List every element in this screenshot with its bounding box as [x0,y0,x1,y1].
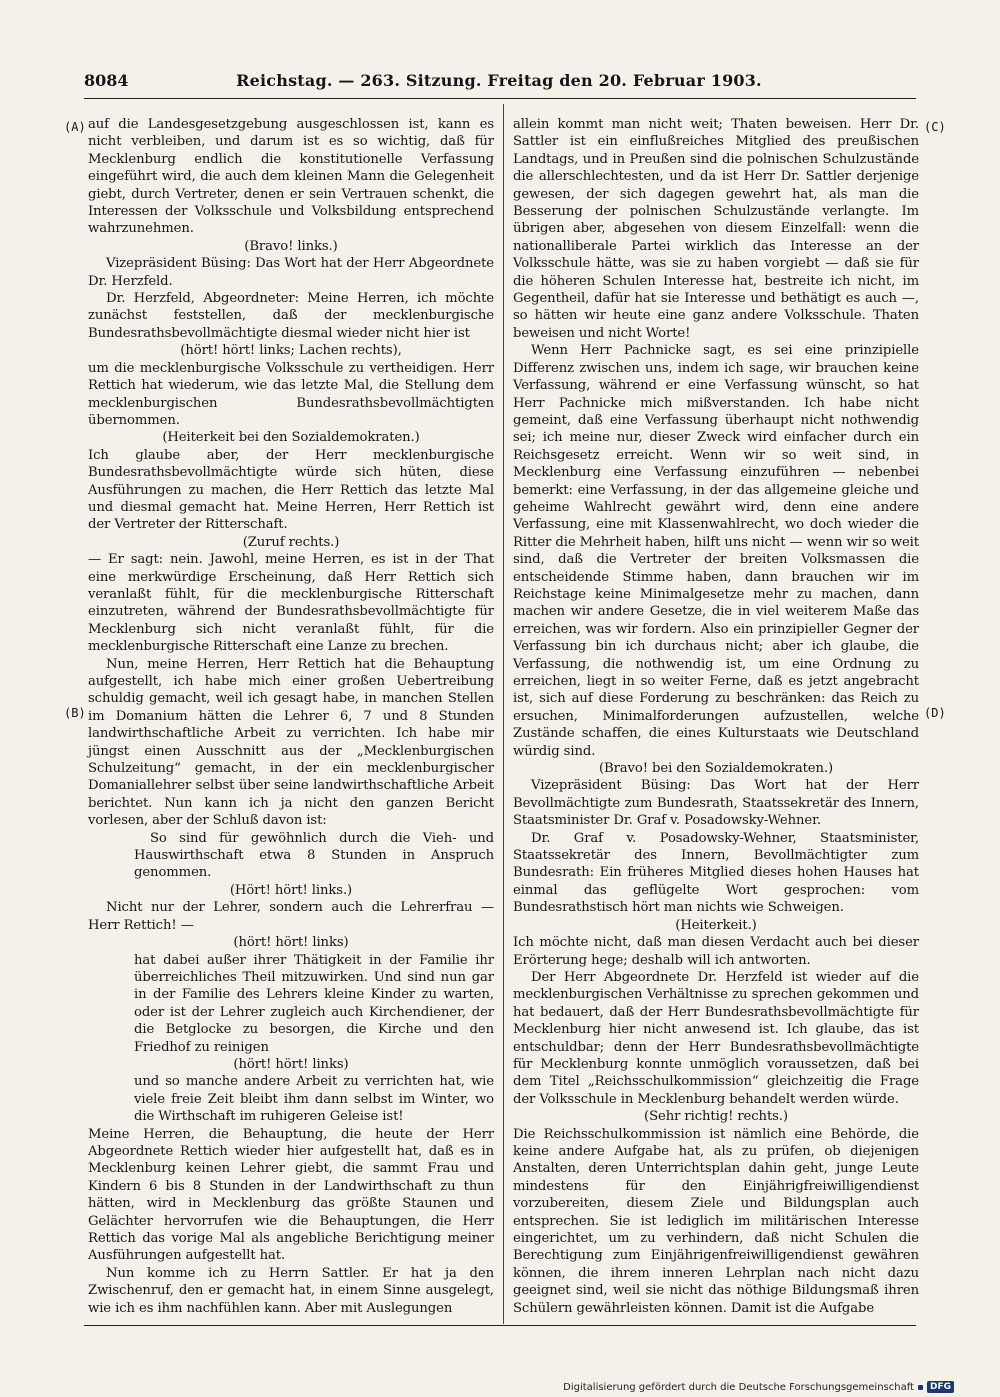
left-column [88,116,494,1317]
paragraph: Der Herr Abgeordnete Dr. Herzfeld ist wieder auf die mecklenburgischen Verhältnisse zu sprechen gekommen und hat bedauert, daß der Herr Bundesrathsbevollmächtigte für Mecklenburg hier nicht anwesend ist. Ich glaube, das ist entschuldbar; denn der Herr Bundesrathsbevollmächtigte für Mecklenburg konnte unmöglich voraussetzen, daß bei dem Titel „Reichsschulkommission“ gleichzeitig die Frage der Volksschule in Mecklenburg behandelt werden würde. [513,969,919,1107]
margin-marker-a: (A) [64,120,86,134]
running-title: Reichstag. — 263. Sitzung. Freitag den 20. Februar 1903. [236,71,762,90]
paragraph: Ich möchte nicht, daß man diesen Verdacht auch bei dieser Erörterung hege; deshalb will ich antworten. [513,935,919,968]
header-rule [84,98,916,99]
interjection: (hört! hört! links; Lachen rechts), [180,343,402,359]
interjection: (Sehr richtig! rechts.) [644,1109,788,1125]
interjection: (Bravo! bei den Sozialdemokraten.) [598,761,834,777]
quotation: und so manche andere Arbeit zu verrichten hat, wie viele freie Zeit bleibt ihm dann selbst im Winter, wo die Wirthschaft im ruhigeren Geleise ist! [134,1074,494,1125]
paragraph: Vizepräsident Büsing: Das Wort hat der Herr Abgeordnete Dr. Herzfeld. [88,256,494,289]
footer-credit: Digitalisierung gefördert durch die Deutsche Forschungsgemeinschaft [563,1381,914,1393]
paragraph: Dr. Graf v. Posadowsky-Wehner, Staatsminister, Staatssekretär des Innern, Bevollmächtigter zum Bundesrath: Ein früheres Mitglied dieses hohen Hauses hat einmal das geflügelte Wort gesprochen: vom Bundesrathstisch hört man nichts wie Schweigen. [513,830,919,916]
paragraph: — Er sagt: nein. Jawohl, meine Herren, es ist in der That eine merkwürdige Erscheinung, daß Herr Rettich sich veranlaßt fühlt, für die mecklenburgische Ritterschaft einzutreten, während der Bundesrathsbevollmächtigte für Mecklenburg sich nicht veranlaßt fühlt, für die mecklenburgische Ritterschaft eine Lanze zu brechen. [88,552,494,655]
dot-icon [918,1385,923,1390]
interjection: (Heiterkeit bei den Sozialdemokraten.) [162,430,420,446]
margin-marker-c: (C) [924,120,946,134]
column-divider [503,104,504,1324]
page-footer [563,1381,954,1393]
right-column [513,116,919,1317]
interjection: (Zuruf rechts.) [242,534,340,550]
footer-rule [84,1325,916,1326]
paragraph: Dr. Herzfeld, Abgeordneter: Meine Herren, ich möchte zunächst feststellen, daß der mecklenburgische Bundesrathsbevollmächtigte diesmal wieder nicht hier ist [88,291,494,341]
quotation: So sind für gewöhnlich durch die Vieh- und Hauswirthschaft etwa 8 Stunden in Anspruch genommen. [134,830,494,881]
dfg-logo: DFG [927,1381,954,1393]
paragraph: um die mecklenburgische Volksschule zu vertheidigen. Herr Rettich hat wiederum, wie das letzte Mal, die Stellung dem mecklenburgischen Bundesrathsbevollmächtigten übernommen. [88,360,494,428]
interjection: (hört! hört! links) [233,1056,349,1072]
paragraph: allein kommt man nicht weit; Thaten beweisen. Herr Dr. Sattler ist ein einflußreiches Mitglied des preußischen Landtags, und in Preußen sind die polnischen Schulzustände die allerschlechtesten, und da ist Herr Dr. Sattler derjenige gewesen, der sich dagegen gewehrt hat, als man die Besserung der polnischen Schulzustände verlangte. Im übrigen aber, abgesehen von diesem Einzelfall: wenn die nationalliberale Partei wirklich das Interesse an der Volksschule hätte, was sie zu haben vorgiebt — daß sie für die höheren Schulen Interesse hat, bestreite ich nicht, im Gegentheil, dafür hat sie Interesse und bethätigt es auch —, so hätten wir heute eine ganz andere Volksschule. Thaten beweisen und nicht Worte! [513,117,919,341]
interjection: (Bravo! links.) [244,238,338,254]
interjection: (Hört! hört! links.) [229,882,353,898]
paragraph: Wenn Herr Pachnicke sagt, es sei eine prinzipielle Differenz zwischen uns, indem ich sage, wir brauchen keine Verfassung, während er eine Verfassung wünscht, so hat Herr Pachnicke mich mißverstanden. Ich habe nicht gemeint, daß eine Verfassung überhaupt nicht nothwendig sei; ich meine nur, dieser Zweck wird einfacher durch ein Reichsgesetz erreicht. Wenn wir so weit sind, in Mecklenburg eine Verfassung einzuführen — nebenbei bemerkt: eine Verfassung, in der das allgemeine gleiche und geheime Wahlrecht gewährt wird, denn eine andere Verfassung, eine mit Klassenwahlrecht, wo doch wieder die Ritter die Mehrheit haben, hilft uns nicht — wenn wir so weit sind, daß die Vertreter der breiten Volksmassen die entscheidende Stimme haben, dann brauchen wir im Reichstage keine Minimalgesetze mehr zu machen, dann machen wir andere Gesetze, die in viel weiterem Maße das erreichen, was wir fordern. Also ein prinzipieller Gegner der Verfassung bin ich durchaus nicht; aber ich glaube, die Verfassung, die nothwendig ist, um eine Ordnung zu erreichen, liegt in so weiter Ferne, daß es jetzt angebracht ist, sich auf diese Forderung zu beschränken: das Reich zu ersuchen, Minimalforderungen aufzustellen, welche Zustände schaffen, die eines Kulturstaats wie Deutschland würdig sind. [513,343,919,759]
interjection: (Heiterkeit.) [675,917,757,933]
quotation: hat dabei außer ihrer Thätigkeit in der Familie ihr überreichliches Theil mitzuwirken. Und sind nun gar in der Familie des Lehrers kleine Kinder zu warten, oder ist der Lehrer zugleich auch Kirchendiener, der die Betglocke zu besorgen, die Kirche und den Friedhof zu reinigen [134,952,494,1055]
page-number: 8084 [84,71,129,90]
paragraph: Ich glaube aber, der Herr mecklenburgische Bundesrathsbevollmächtigte würde sich hüten, diese Ausführungen zu machen, die Herr Rettich das letzte Mal und diesmal gemacht hat. Meine Herren, Herr Rettich ist der Vertreter der Ritterschaft. [88,447,494,533]
paragraph: Nun, meine Herren, Herr Rettich hat die Behauptung aufgestellt, ich habe mich einer großen Uebertreibung schuldig gemacht, weil ich gesagt habe, in manchen Stellen im Domanium hätten die Lehrer 6, 7 und 8 Stunden landwirthschaftliche Arbeit zu verrichten. Ich habe mir jüngst einen Ausschnitt aus der „Mecklenburgischen Schulzeitung“ gemacht, in der ein mecklenburgischer Domaniallehrer selbst über seine landwirthschaftliche Arbeit berichtet. Nun kann ich ja nicht den ganzen Bericht vorlesen, aber der Schluß davon ist: [88,656,494,829]
paragraph: Die Reichsschulkommission ist nämlich eine Behörde, die keine andere Aufgabe hat, als zu prüfen, ob diejenigen Anstalten, deren Unterrichtsplan dahin geht, junge Leute mindestens für den Einjährigfreiwilligendienst vorzubereiten, diesem Ziele und Bildungsplan auch entsprechen. Sie ist lediglich im militärischen Interesse eingerichtet, um zu verhindern, daß nicht Schulen die Berechtigung zum Einjährigenfreiwilligendienst gewähren können, die ihrem inneren Lehrplan nach nicht dazu geeignet sind, weil sie nicht das nöthige Bildungsmaß ihren Schülern gewährleisten können. Damit ist die Aufgabe [513,1126,919,1316]
margin-marker-b: (B) [64,706,86,720]
paragraph: Nicht nur der Lehrer, sondern auch die Lehrerfrau — Herr Rettich! — [88,900,494,933]
paragraph: Meine Herren, die Behauptung, die heute der Herr Abgeordnete Rettich wieder hier aufgestellt hat, daß es in Mecklenburg keinen Lehrer giebt, die sammt Frau und Kindern 6 bis 8 Stunden in der Landwirthschaft zu thun hätten, wird in Mecklenburg das größte Staunen und Gelächter hervorrufen wie die Behauptungen, die Herr Rettich das vorige Mal als angebliche Berichtigung meiner Ausführungen aufgestellt hat. [88,1126,494,1264]
interjection: (hört! hört! links) [233,935,349,951]
paragraph: Nun komme ich zu Herrn Sattler. Er hat ja den Zwischenruf, den er gemacht hat, in einem Sinne ausgelegt, wie ich es ihm nachfühlen kann. Aber mit Auslegungen [88,1265,494,1316]
margin-marker-d: (D) [924,706,946,720]
paragraph: auf die Landesgesetzgebung ausgeschlossen ist, kann es nicht verbleiben, und darum ist es so wichtig, daß für Mecklenburg endlich die konstitutionelle Verfassung eingeführt wird, die auch dem kleinen Mann die Gelegenheit giebt, durch Vertreter, denen er sein Vertrauen schenkt, die Interessen der Volksschule und Volksbildung entsprechend wahrzunehmen. [88,117,494,237]
paragraph: Vizepräsident Büsing: Das Wort hat der Herr Bevollmächtigte zum Bundesrath, Staatssekretär des Innern, Staatsminister Dr. Graf v. Posadowsky-Wehner. [513,778,919,829]
page-header [84,70,914,92]
